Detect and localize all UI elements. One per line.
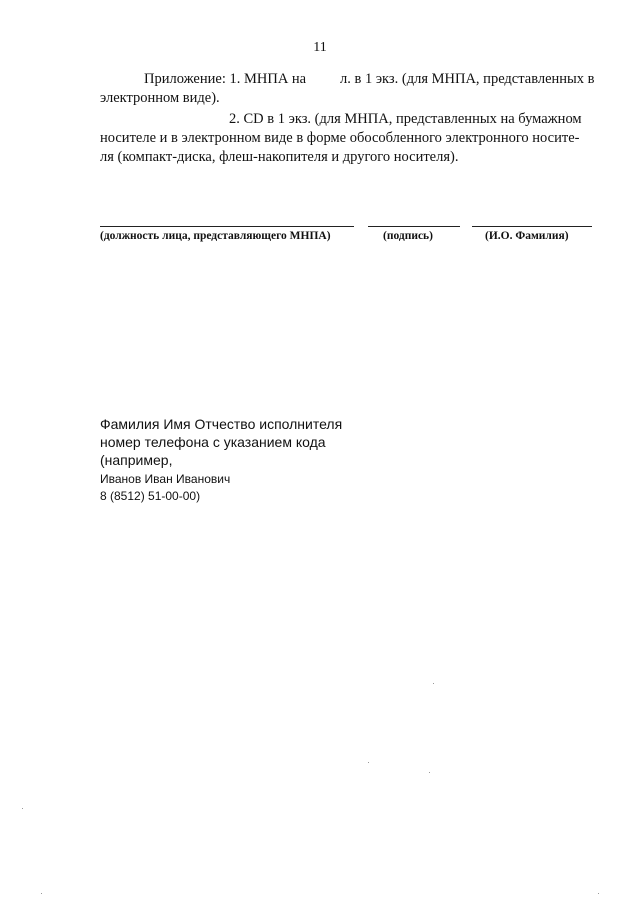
signature-line	[368, 226, 460, 227]
name-signature-line	[472, 226, 592, 227]
scan-speck	[368, 762, 369, 763]
name-caption: (И.О. Фамилия)	[485, 230, 569, 242]
position-caption: (должность лица, представляющего МНПА)	[100, 230, 331, 242]
executor-example-phone: 8 (8512) 51-00-00)	[100, 489, 201, 503]
attachment-line-1b: л. в 1 экз. (для МНПА, представленных в	[340, 71, 595, 87]
attachment-line-4: носителе и в электронном виде в форме обособленного электронного носите-	[100, 130, 580, 146]
position-signature-line	[100, 226, 354, 227]
executor-phone-line: номер телефона с указанием кода	[100, 434, 326, 450]
scan-speck	[22, 808, 23, 809]
scan-speck	[433, 683, 434, 684]
scan-speck	[598, 893, 599, 894]
attachment-line-2: электронном виде).	[100, 90, 220, 106]
executor-name-line: Фамилия Имя Отчество исполнителя	[100, 416, 343, 432]
page-number: 11	[313, 40, 327, 55]
executor-example-line: (например,	[100, 452, 173, 468]
executor-example-name: Иванов Иван Иванович	[100, 472, 231, 486]
signature-caption: (подпись)	[383, 230, 433, 242]
attachment-line-3: 2. CD в 1 экз. (для МНПА, представленных на бумажном	[229, 111, 582, 127]
scan-speck	[429, 772, 430, 773]
scan-speck	[41, 893, 42, 894]
attachment-line-1a: Приложение: 1. МНПА на	[144, 71, 307, 87]
attachment-line-5: ля (компакт-диска, флеш-накопителя и другого носителя).	[100, 149, 459, 165]
